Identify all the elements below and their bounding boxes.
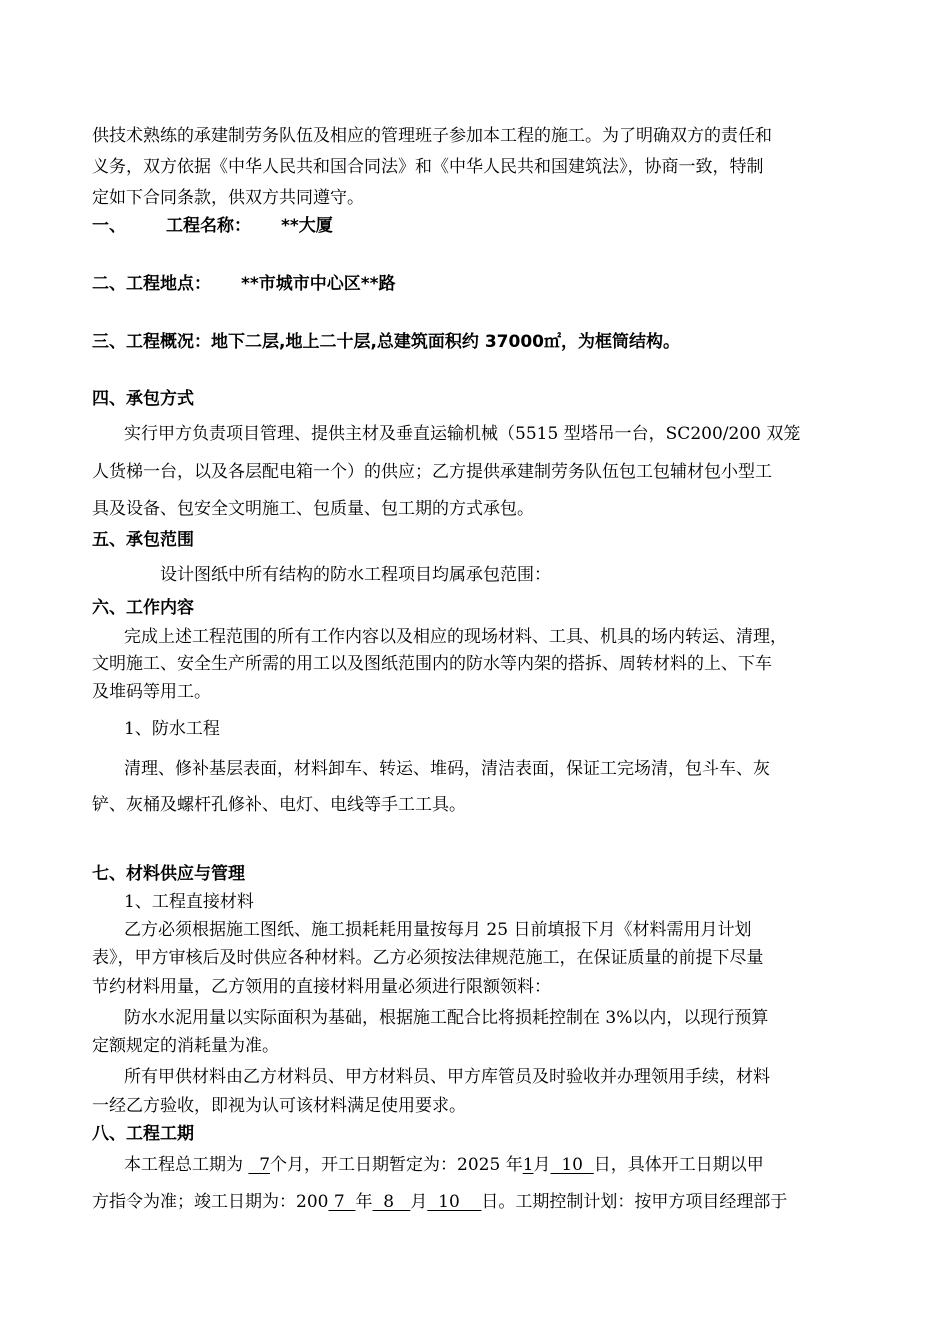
start-day-blank: 10 <box>550 1155 594 1175</box>
start-date-prefix: 个月，开工日期暂定为：2025 年 <box>270 1155 523 1175</box>
section-7-paragraph-line-6: 所有甲供材料由乙方材料员、甲方材料员、甲方库管员及时验收并办理领用手续，材料 <box>124 1067 770 1087</box>
start-month-blank: 1 <box>522 1155 534 1175</box>
section-7-paragraph-line-1: 乙方必须根据施工图纸、施工损耗耗用量按每月 25 日前填报下月《材料需用月计划 <box>124 920 752 940</box>
section-6-paragraph-line-1: 完成上述工程范围的所有工作内容以及相应的现场材料、工具、机具的场内转运、清理， <box>124 627 787 647</box>
section-1-label: 工程名称： <box>166 216 251 236</box>
intro-line-3: 定如下合同条款，供双方共同遵守。 <box>92 188 364 208</box>
section-5-heading: 五、承包范围 <box>92 530 194 550</box>
section-3-heading: 三、工程概况：地下二层,地上二十层,总建筑面积约 37000㎡，为框筒结构。 <box>92 332 680 352</box>
section-6-paragraph-line-2: 文明施工、安全生产所需的用工以及图纸范围内的防水等内架的搭拆、周转材料的上、下车 <box>92 654 772 674</box>
section-7-heading: 七、材料供应与管理 <box>92 864 245 884</box>
start-month-unit: 月 <box>533 1155 551 1175</box>
section-5-paragraph: 设计图纸中所有结构的防水工程项目均属承包范围： <box>160 565 551 585</box>
section-7-paragraph-line-2: 表》，甲方审核后及时供应各种材料。乙方必须按法律规范施工，在保证质量的前提下尽量 <box>92 948 764 968</box>
completion-day-blank: 10 <box>427 1192 482 1212</box>
section-8-paragraph-line-1 <box>124 1153 864 1177</box>
section-4-paragraph-line-3: 具及设备、包安全文明施工、包质量、包工期的方式承包。 <box>92 499 534 519</box>
section-8-paragraph-line-2 <box>92 1190 862 1214</box>
section-7-paragraph-line-4: 防水水泥用量以实际面积为基础，根据施工配合比将损耗控制在 3%以内，以现行预算 <box>124 1008 769 1028</box>
completion-year-unit: 年 <box>355 1192 373 1212</box>
intro-line-2: 义务，双方依据《中华人民共和国合同法》和《中华人民共和国建筑法》，协商一致，特制 <box>92 157 764 177</box>
section-6-subheading-1: 1、防水工程 <box>124 719 220 739</box>
project-location: **市城市中心区**路 <box>241 274 396 294</box>
section-4-heading: 四、承包方式 <box>92 389 194 409</box>
section-7-paragraph-line-3: 节约材料用量，乙方领用的直接材料用量必须进行限额领料： <box>92 977 551 997</box>
duration-prefix: 本工程总工期为 <box>124 1155 249 1175</box>
section-7-subheading-1: 1、工程直接材料 <box>124 892 254 912</box>
section-8-heading: 八、工程工期 <box>92 1124 194 1144</box>
completion-prefix: 方指令为准；竣工日期为：200 <box>92 1192 329 1212</box>
section-6-sub-paragraph-line-1: 清理、修补基层表面，材料卸车、转运、堆码，清洁表面，保证工完场清，包斗车、灰 <box>124 759 770 779</box>
section-4-paragraph-line-1: 实行甲方负责项目管理、提供主材及垂直运输机械（5515 型塔吊一台，SC200/200 双笼 <box>124 424 801 444</box>
completion-suffix: 日。工期控制计划：按甲方项目经理部于 <box>481 1192 788 1212</box>
completion-year-blank: 7 <box>328 1192 356 1212</box>
section-1-number: 一、 <box>92 216 126 236</box>
section-2-heading <box>92 272 862 296</box>
section-2-label: 二、工程地点： <box>92 274 211 294</box>
project-name: **大厦 <box>281 216 333 236</box>
completion-month-blank: 8 <box>372 1192 411 1212</box>
section-7-paragraph-line-5: 定额规定的消耗量为准。 <box>92 1036 279 1056</box>
section-4-paragraph-line-2: 人货梯一台，以及各层配电箱一个）的供应；乙方提供承建制劳务队伍包工包辅材包小型工 <box>92 462 772 482</box>
section-7-paragraph-line-7: 一经乙方验收，即视为认可该材料满足使用要求。 <box>92 1096 466 1116</box>
section-6-heading: 六、工作内容 <box>92 598 194 618</box>
start-date-suffix: 日，具体开工日期以甲 <box>593 1155 764 1175</box>
section-6-sub-paragraph-line-2: 铲、灰桶及螺杆孔修补、电灯、电线等手工工具。 <box>92 795 466 815</box>
intro-line-1: 供技术熟练的承建制劳务队伍及相应的管理班子参加本工程的施工。为了明确双方的责任和 <box>92 126 772 146</box>
section-1-heading <box>92 214 862 238</box>
duration-months-blank: 7 <box>248 1155 271 1175</box>
completion-month-unit: 月 <box>410 1192 428 1212</box>
section-6-paragraph-line-3: 及堆码等用工。 <box>92 682 211 702</box>
